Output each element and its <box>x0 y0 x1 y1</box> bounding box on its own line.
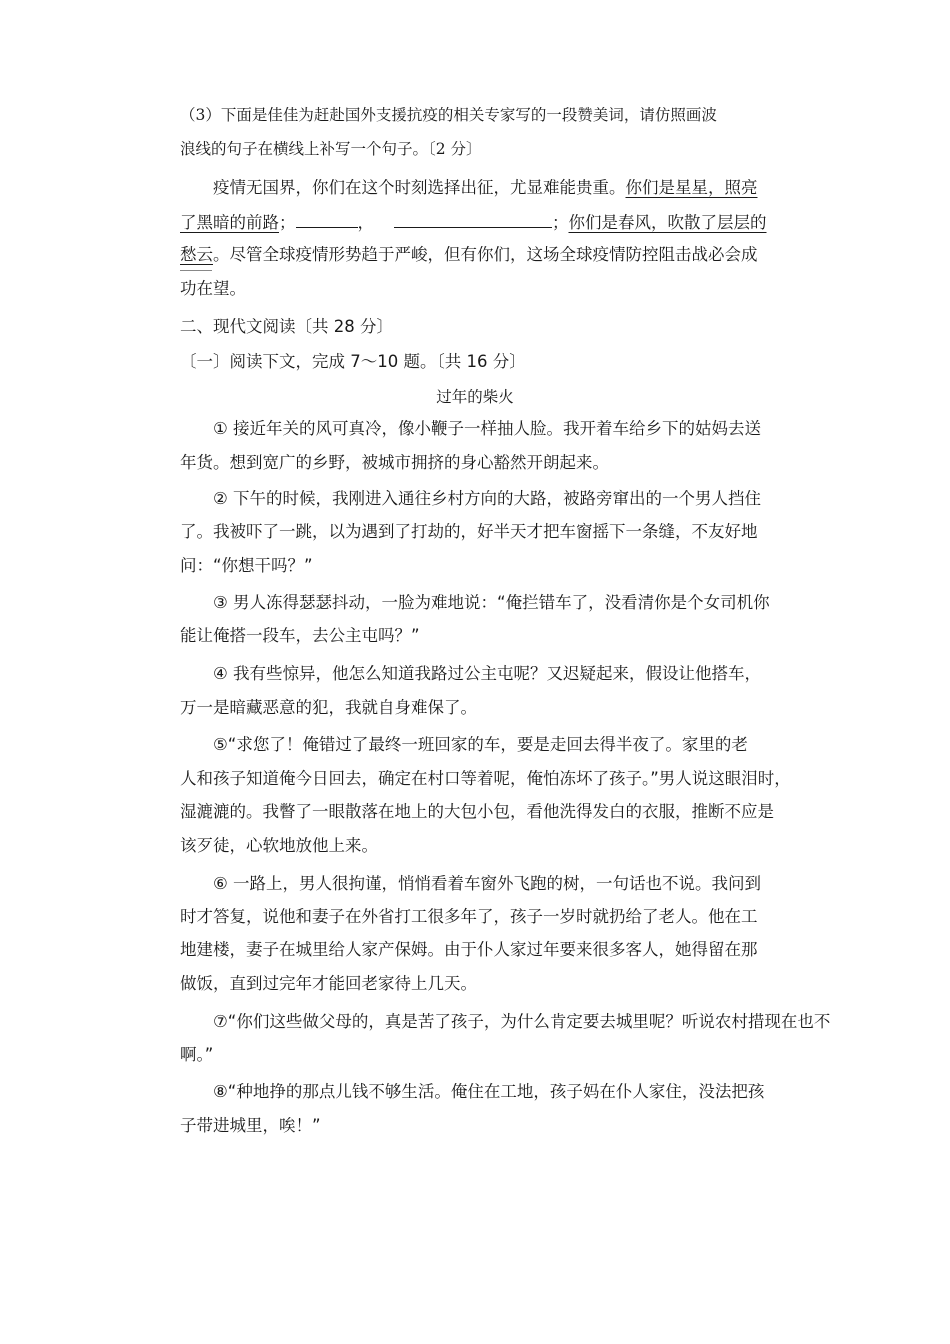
paragraph-8-line-2: 子带进城里，唉！” <box>180 1116 321 1135</box>
underlined-sentence: 你们是春风，吹散了层层的 <box>568 213 767 232</box>
paragraph-6-line-4: 做饭，直到过完年才能回老家待上几天。 <box>180 974 477 993</box>
answer-blank-1[interactable] <box>296 211 358 228</box>
passage-line-4: 功在望。 <box>180 279 246 298</box>
paragraph-8-line-1: ⑧“种地挣的那点儿钱不够生活。俺住在工地，孩子妈在仆人家住，没法把孩 <box>213 1082 765 1101</box>
paragraph-4-line-1: ④ 我有些惊异，他怎么知道我路过公主屯呢？又迟疑起来，假设让他搭车， <box>213 664 762 683</box>
paragraph-5-line-2: 人和孩子知道俺今日回去，确定在村口等着呢，俺怕冻坏了孩子。”男人说这眼泪时， <box>180 769 791 788</box>
semicolon: ； <box>552 213 569 232</box>
section-2-subheading: 〔一〕阅读下文，完成 7～10 题。〔共 16 分〕 <box>180 352 526 371</box>
question-3-line-1: （3）下面是佳佳为赶赴国外支援抗疫的相关专家写的一段赞美词，请仿照画波 <box>180 106 717 124</box>
paragraph-7-line-2: 啊。” <box>180 1045 214 1064</box>
article-title: 过年的柴火 <box>436 388 514 406</box>
passage-line-2 <box>180 211 767 234</box>
passage-line-1 <box>213 177 758 199</box>
paragraph-6-line-1: ⑥ 一路上，男人很拘谨，悄悄看着车窗外飞跑的树，一句话也不说。我问到 <box>213 874 762 893</box>
paragraph-1-line-1: ① 接近年关的风可真冷，像小鞭子一样抽人脸。我开着车给乡下的姑妈去送 <box>213 419 762 438</box>
paragraph-5-line-1: ⑤“求您了！俺错过了最终一班回家的车，要是走回去得半夜了。家里的老 <box>213 735 748 754</box>
paragraph-2-line-1: ② 下午的时候，我刚进入通往乡村方向的大路，被路旁窜出的一个男人挡住 <box>213 489 762 508</box>
paragraph-3-line-2: 能让俺搭一段车，去公主屯吗？” <box>180 626 420 645</box>
passage-text: 。尽管全球疫情形势趋于严峻，但有你们，这场全球疫情防控阻击战必会成 <box>213 245 758 264</box>
paragraph-6-line-2: 时才答复，说他和妻子在外省打工很多年了，孩子一岁时就扔给了老人。他在工 <box>180 907 758 926</box>
paragraph-6-line-3: 地建楼，妻子在城里给人家产保姆。由于仆人家过年要来很多客人，她得留在那 <box>180 940 758 959</box>
underlined-sentence-cont: 愁云 <box>180 245 213 264</box>
paragraph-5-line-3: 湿漉漉的。我瞥了一眼散落在地上的大包小包，看他洗得发白的衣服，推断不应是 <box>180 802 774 821</box>
section-2-heading: 二、现代文阅读〔共 28 分〕 <box>180 317 393 336</box>
paragraph-2-line-3: 问：“你想干吗？” <box>180 556 313 575</box>
passage-line-3 <box>180 244 758 266</box>
paragraph-4-line-2: 万一是暗藏恶意的犯，我就自身难保了。 <box>180 698 477 717</box>
paragraph-5-line-4: 该歹徒，心软地放他上来。 <box>180 836 378 855</box>
paragraph-7-line-1: ⑦“你们这些做父母的，真是苦了孩子，为什么肯定要去城里呢？听说农村措现在也不 <box>213 1012 831 1031</box>
paragraph-3-line-1: ③ 男人冻得瑟瑟抖动，一脸为难地说：“俺拦错车了，没看清你是个女司机你 <box>213 593 770 612</box>
answer-blank-2[interactable] <box>394 211 552 228</box>
paragraph-1-line-2: 年货。想到宽广的乡野，被城市拥挤的身心豁然开朗起来。 <box>180 453 609 472</box>
paragraph-2-line-2: 了。我被吓了一跳，以为遇到了打劫的，好半天才把车窗摇下一条缝，不友好地 <box>180 522 758 541</box>
wavy-sentence-cont: 了黑暗的前路 <box>180 213 279 232</box>
question-3-line-2: 浪线的句子在横线上补写一个句子。〔2 分〕 <box>180 140 482 158</box>
passage-text: 疫情无国界，你们在这个时刻选择出征，尤显难能贵重。 <box>213 178 626 197</box>
comma: ， <box>357 213 374 232</box>
wavy-sentence: 你们是星星，照亮 <box>625 178 758 197</box>
semicolon: ； <box>279 213 296 232</box>
decorative-rule <box>180 270 212 271</box>
